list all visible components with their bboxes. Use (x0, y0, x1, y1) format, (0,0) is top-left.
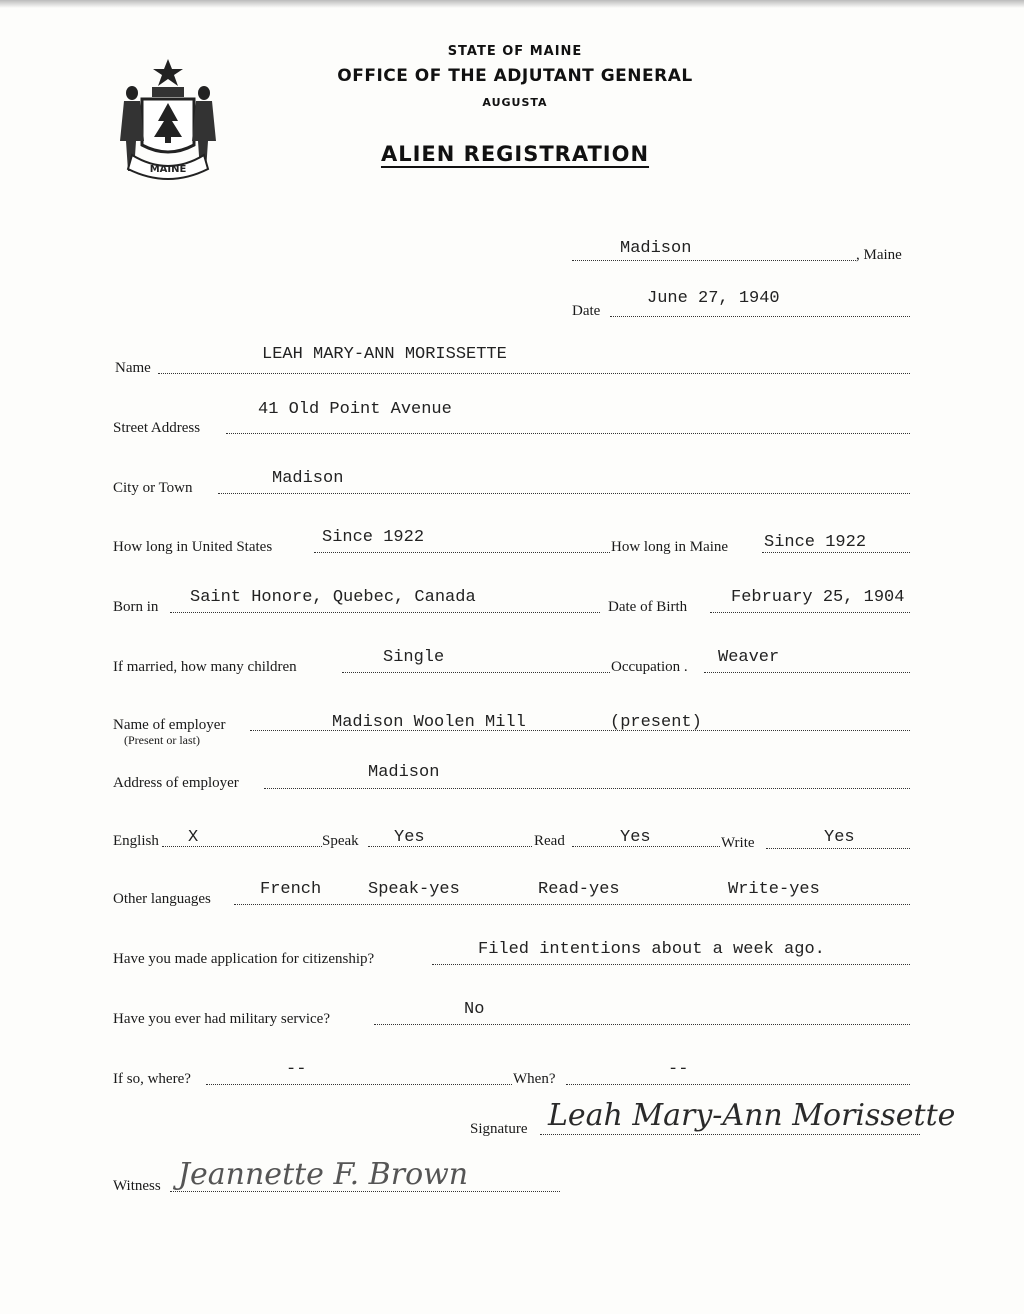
other-read-value: Read-yes (538, 880, 620, 899)
witness-label: Witness (113, 1178, 161, 1194)
header-city: AUGUSTA (482, 96, 548, 109)
employer-label: Name of employer (113, 717, 226, 733)
other-speak-value: Speak-yes (368, 880, 460, 899)
speak-label: Speak (322, 833, 359, 849)
other-lang-line (234, 904, 910, 905)
header-office: OFFICE OF THE ADJUTANT GENERAL (337, 66, 693, 86)
scan-edge (0, 0, 1024, 8)
place-line (572, 260, 856, 261)
name-line (158, 373, 910, 374)
write-label: Write (721, 835, 755, 851)
witness-handwriting: Jeannette F. Brown (178, 1157, 469, 1192)
how-long-maine-line (762, 552, 910, 553)
street-value: 41 Old Point Avenue (258, 400, 452, 419)
seal-text: MAINE (149, 164, 187, 175)
english-value: X (188, 828, 199, 847)
citizenship-value: Filed intentions about a week ago. (478, 940, 825, 959)
other-lang-label: Other languages (113, 891, 211, 907)
employer-sublabel: (Present or last) (124, 733, 200, 747)
header-state: STATE OF MAINE (447, 44, 583, 59)
how-long-us-label: How long in United States (113, 539, 273, 555)
employer-address-line (264, 788, 910, 789)
how-long-us-value: Since 1922 (322, 528, 425, 547)
write-value: Yes (824, 828, 855, 847)
maine-seal-icon (112, 55, 224, 185)
employer-note: (present) (610, 713, 702, 732)
born-label: Born in (113, 599, 159, 615)
street-line (226, 433, 910, 434)
city-label: City or Town (113, 480, 193, 496)
where-label: If so, where? (113, 1071, 191, 1087)
write-line (766, 848, 910, 849)
how-long-us-line (314, 552, 610, 553)
occupation-line (704, 672, 910, 673)
signature-label: Signature (470, 1121, 528, 1137)
read-label: Read (534, 833, 565, 849)
employer-address-label: Address of employer (113, 775, 239, 791)
when-line (566, 1084, 910, 1085)
name-label: Name (115, 360, 151, 376)
employer-value: Madison Woolen Mill (332, 713, 526, 732)
citizenship-line (432, 964, 910, 965)
children-value: Single (383, 648, 445, 667)
how-long-maine-value: Since 1922 (764, 533, 867, 552)
when-label: When? (513, 1071, 556, 1087)
where-value: -- (286, 1060, 307, 1079)
signature-handwriting: Leah Mary-Ann Morissette (548, 1098, 956, 1133)
military-value: No (464, 1000, 485, 1019)
page-title: ALIEN REGISTRATION (380, 142, 650, 166)
dob-line (710, 612, 910, 613)
dob-label: Date of Birth (608, 599, 688, 615)
city-value: Madison (272, 469, 344, 488)
born-value: Saint Honore, Quebec, Canada (190, 588, 476, 607)
name-value: LEAH MARY-ANN MORISSETTE (262, 345, 507, 364)
occupation-value: Weaver (718, 648, 780, 667)
occupation-label: Occupation . (611, 659, 688, 675)
where-line (206, 1084, 512, 1085)
date-value: June 27, 1940 (647, 289, 780, 308)
speak-line (368, 846, 532, 847)
dob-value: February 25, 1904 (731, 588, 905, 607)
employer-address-value: Madison (368, 763, 440, 782)
signature-line (540, 1134, 920, 1135)
other-write-value: Write-yes (728, 880, 820, 899)
when-value: -- (668, 1060, 689, 1079)
date-line (610, 316, 910, 317)
how-long-maine-label: How long in Maine (611, 539, 729, 555)
street-label: Street Address (113, 420, 201, 436)
married-label: If married, how many children (113, 659, 297, 675)
place-value: Madison (620, 239, 692, 258)
speak-value: Yes (394, 828, 425, 847)
date-label: Date (572, 303, 601, 319)
english-label: English (113, 833, 159, 849)
military-line (374, 1024, 910, 1025)
english-line (162, 846, 322, 847)
city-line (218, 493, 910, 494)
other-lang-value: French (260, 880, 322, 899)
read-value: Yes (620, 828, 651, 847)
born-line (170, 612, 600, 613)
married-line (342, 672, 610, 673)
citizenship-label: Have you made application for citizenship? (113, 951, 375, 967)
military-label: Have you ever had military service? (113, 1011, 330, 1027)
place-suffix: , Maine (856, 247, 902, 263)
